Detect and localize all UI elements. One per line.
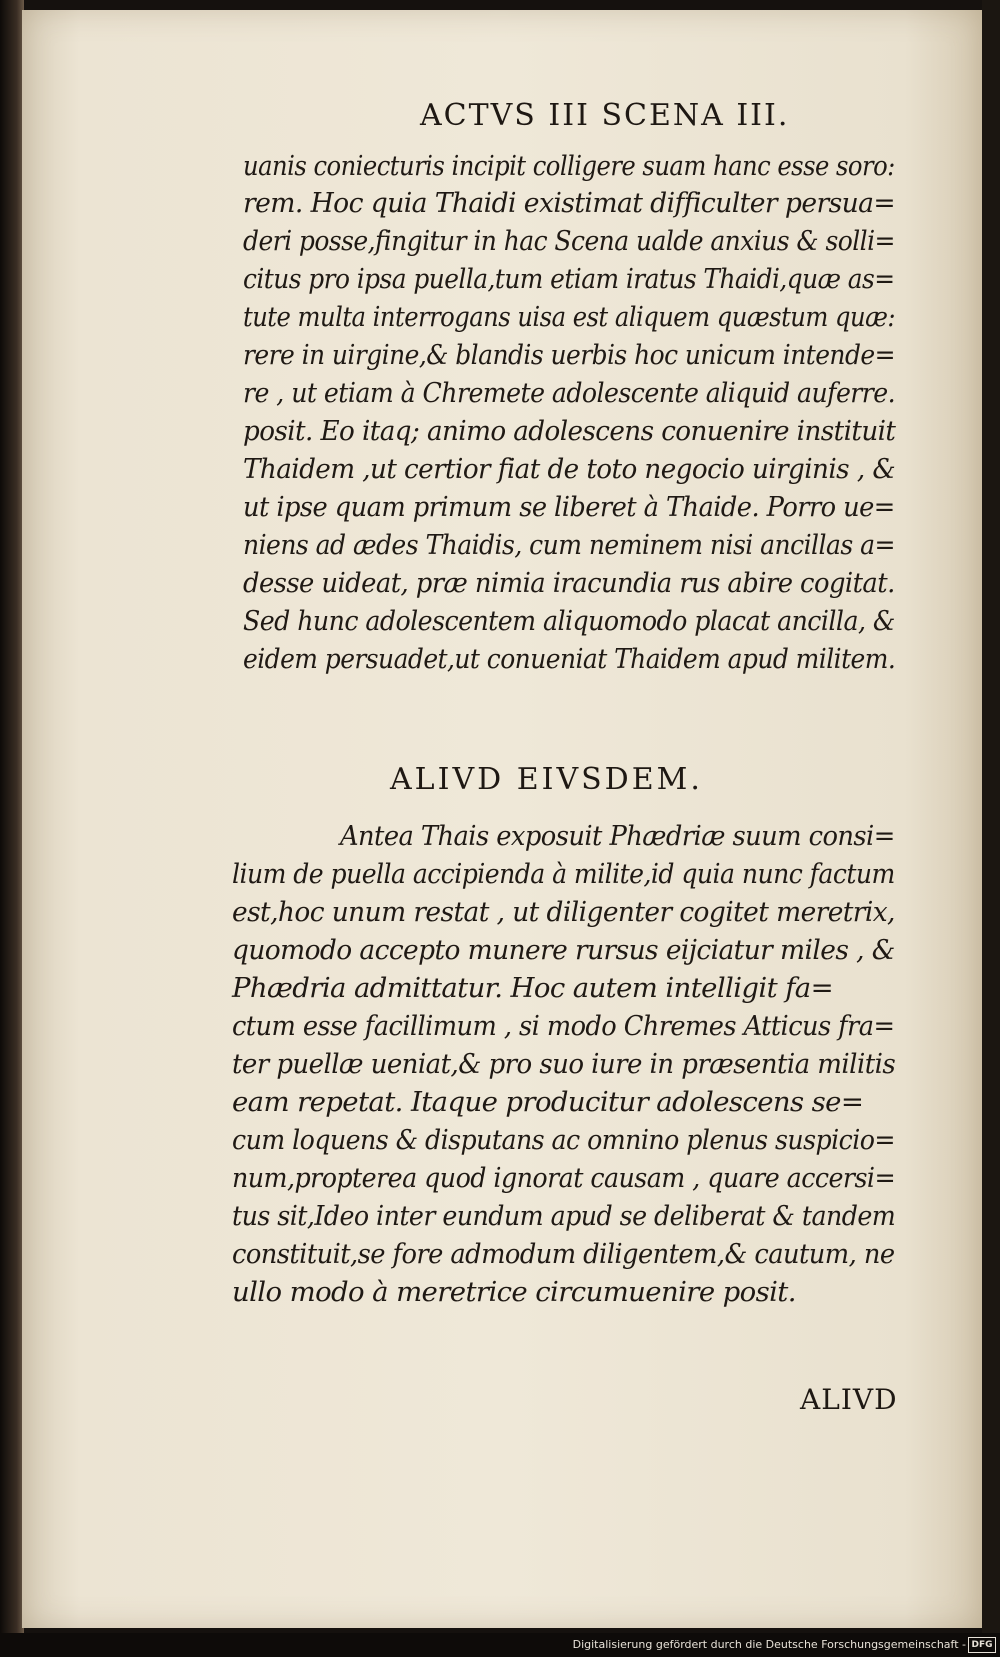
text-line: deri posse,fingitur in hac Scena ualde anxius & solli= <box>243 225 895 257</box>
text-line: ter puellæ ueniat,& pro suo iure in præsentia militis <box>232 1048 896 1080</box>
text-line: rem. Hoc quia Thaidi existimat difficulter persua= <box>243 187 896 219</box>
text-line: tus sit,Ideo inter eundum apud se deliberat & tandem <box>232 1200 896 1232</box>
text-line: constituit,se fore admodum diligentem,& cautum, ne <box>232 1238 895 1270</box>
text-line: num,propterea quod ignorat causam , quare accersi= <box>232 1162 896 1194</box>
text-line: re , ut etiam à Chremete adolescente aliquid auferre. <box>243 377 896 409</box>
text-line: ctum esse facillimum , si modo Chremes Atticus fra= <box>232 1010 895 1042</box>
section-heading: ALIVD EIVSDEM. <box>390 762 703 797</box>
text-line: cum loquens & disputans ac omnino plenus suspicio= <box>232 1124 896 1156</box>
running-head: ACTVS III SCENA III. <box>420 98 790 133</box>
book-gutter-edge <box>0 0 24 1657</box>
text-line: Phædria admittatur. Hoc autem intelligit fa= <box>232 972 834 1004</box>
text-line: quomodo accepto munere rursus eijciatur miles , & <box>232 934 895 966</box>
book-right-edge <box>982 0 1000 1657</box>
text-line: uanis coniecturis incipit colligere suam hanc esse soro: <box>243 150 895 182</box>
text-line: Sed hunc adolescentem aliquomodo placat ancilla, & <box>243 605 895 637</box>
text-line: eam repetat. Itaque producitur adolescens se= <box>232 1086 864 1118</box>
text-line: tute multa interrogans uisa est aliquem quæstum quæ: <box>243 301 896 333</box>
text-line: ullo modo à meretrice circumuenire posit. <box>232 1276 796 1308</box>
dfg-logo: DFG <box>968 1637 996 1653</box>
text-line: desse uideat, præ nimia iracundia rus abire cogitat. <box>243 567 895 599</box>
funding-note: Digitalisierung gefördert durch die Deutsche Forschungsgemeinschaft - <box>572 1638 966 1651</box>
text-line: ut ipse quam primum se liberet à Thaide. Porro ue= <box>243 491 895 523</box>
text-line: Thaidem ,ut certior fiat de toto negocio uirginis , & <box>243 453 896 485</box>
text-line: est,hoc unum restat , ut diligenter cogitet meretrix, <box>232 896 895 928</box>
text-line: citus pro ipsa puella,tum etiam iratus Thaidi,quæ as= <box>243 263 895 295</box>
catchword: ALIVD <box>800 1383 898 1416</box>
text-line: rere in uirgine,& blandis uerbis hoc unicum intende= <box>243 339 895 371</box>
text-line: eidem persuadet,ut conueniat Thaidem apud militem. <box>243 643 896 675</box>
text-line: posit. Eo itaq; animo adolescens conuenire instituit <box>243 415 896 447</box>
text-line: Antea Thais exposuit Phædriæ suum consi= <box>340 820 895 852</box>
text-line: lium de puella accipienda à milite,id quia nunc factum <box>232 858 895 890</box>
text-line: niens ad ædes Thaidis, cum neminem nisi ancillas a= <box>243 529 895 561</box>
